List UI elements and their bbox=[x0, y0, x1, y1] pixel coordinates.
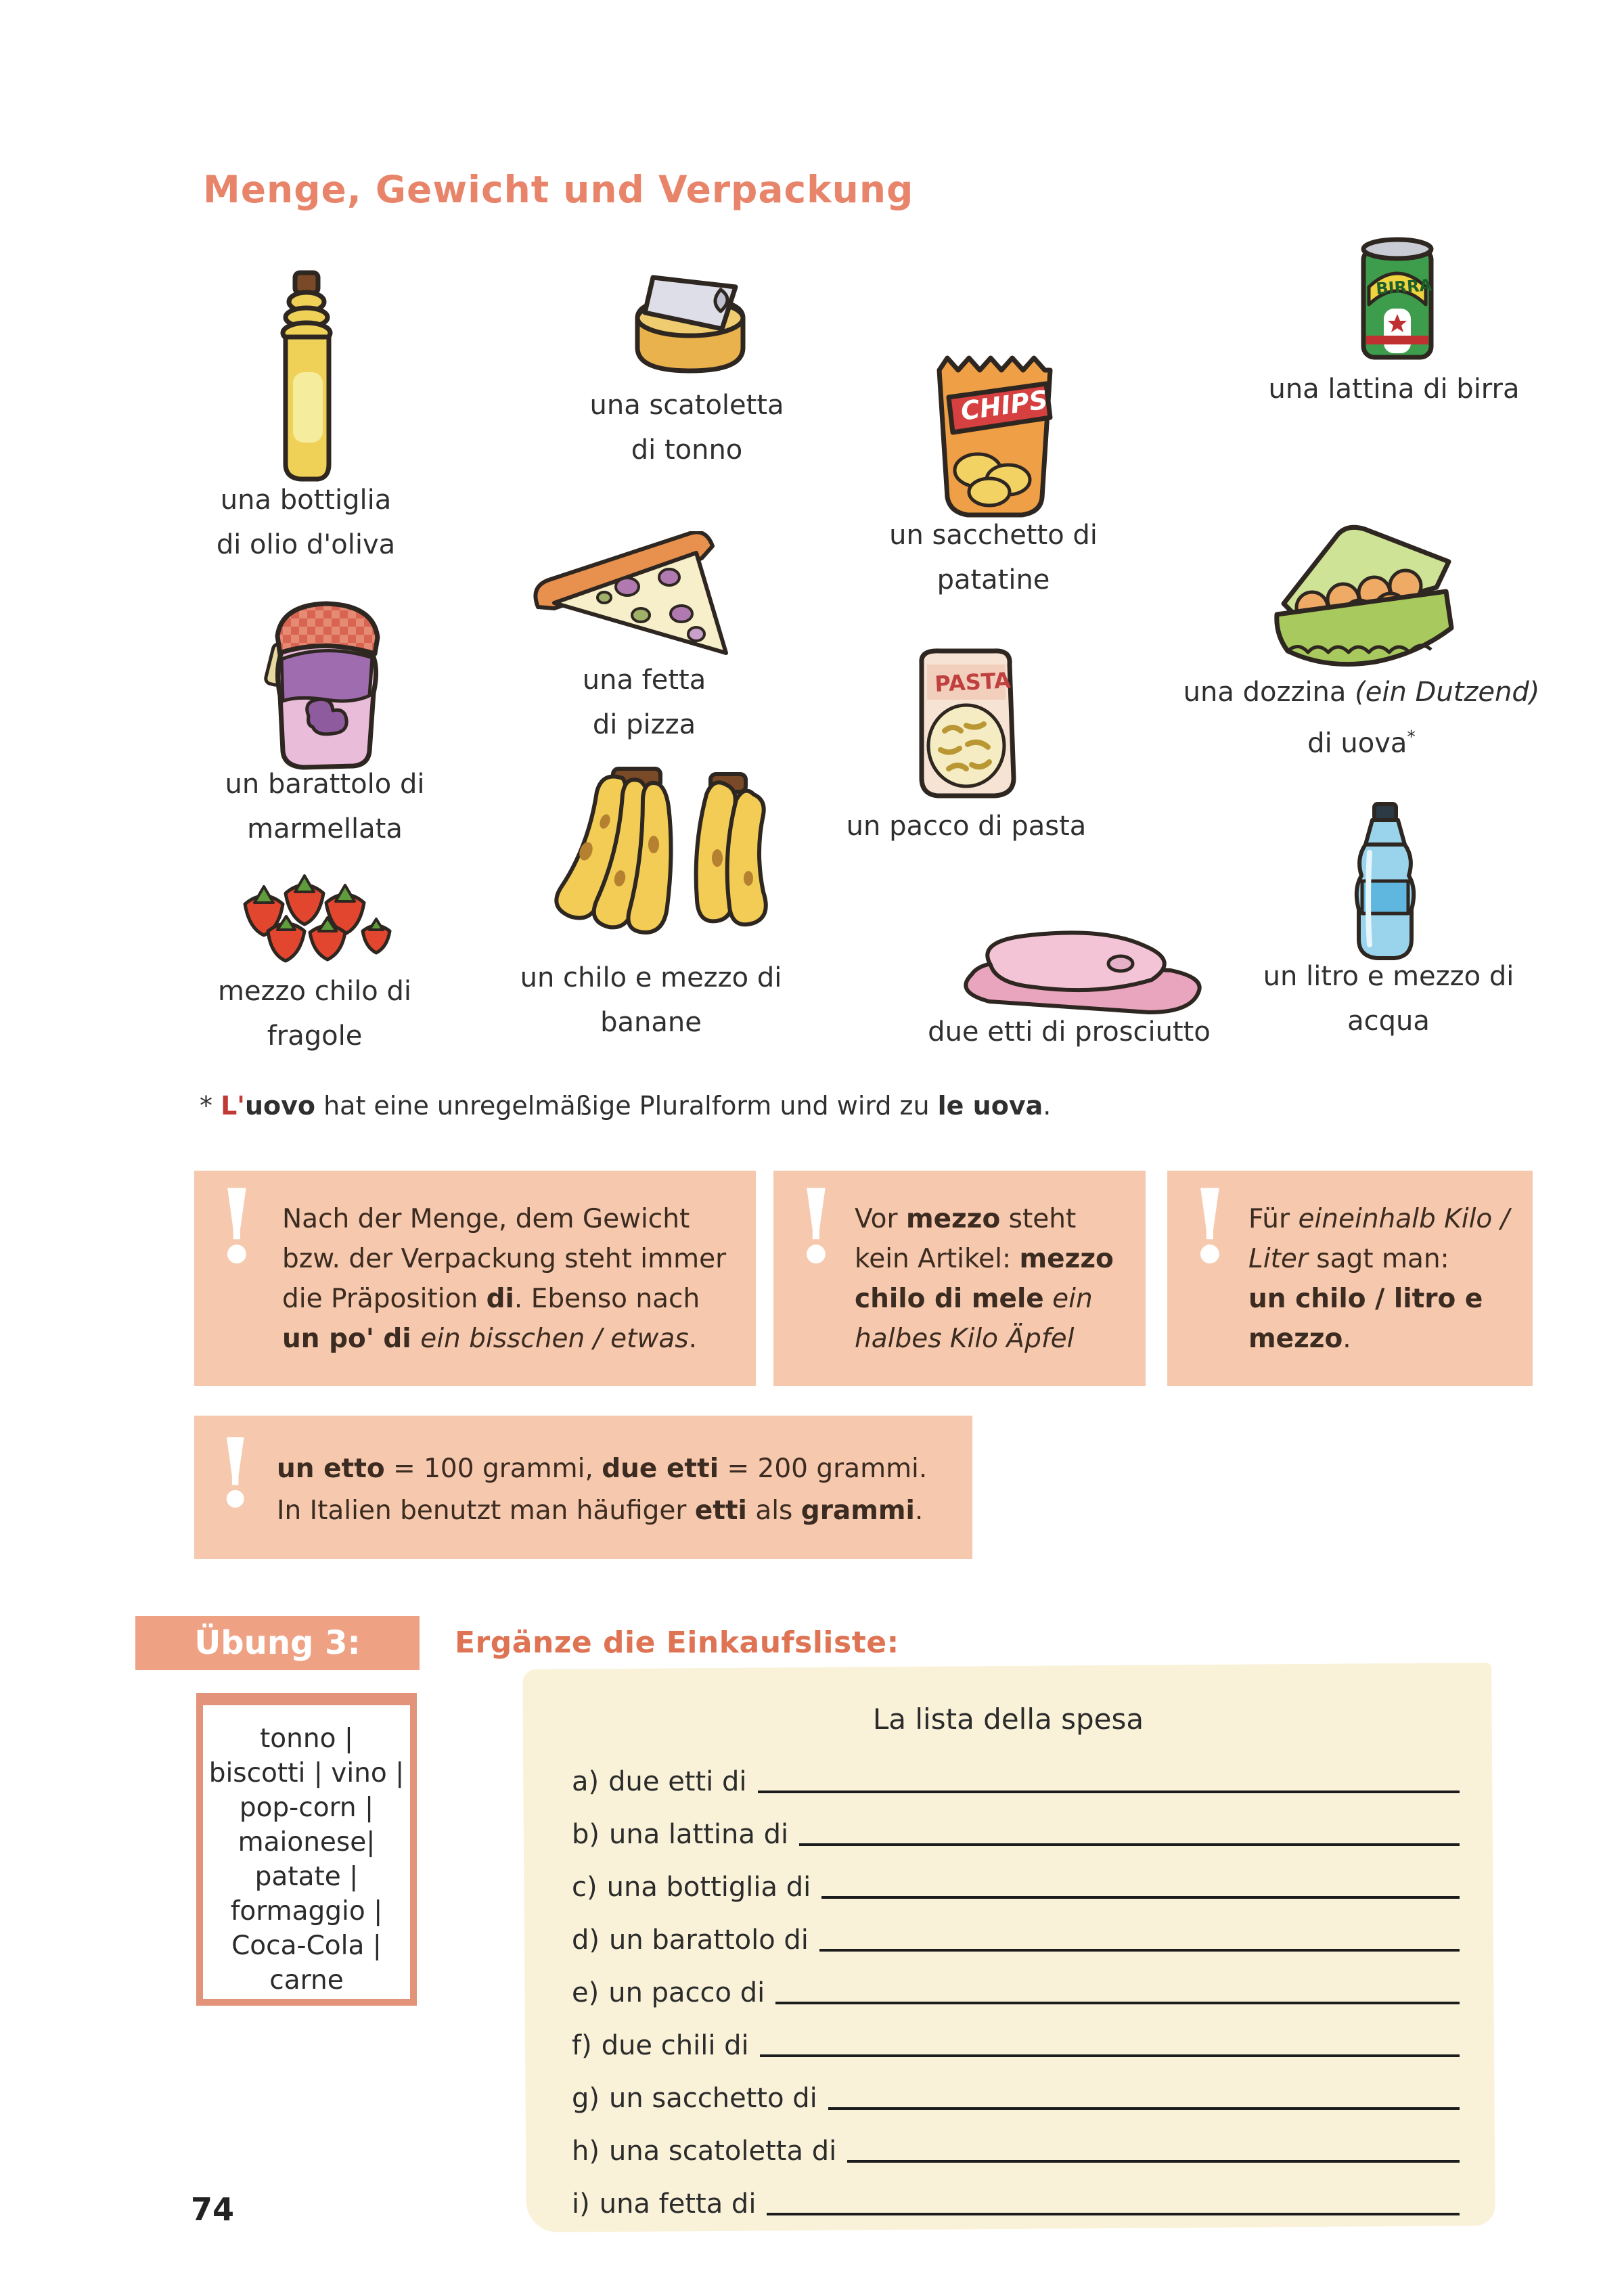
row-label: una bottiglia di bbox=[606, 1872, 811, 1903]
word-bank-line: pop-corn | bbox=[239, 1793, 374, 1823]
row-label: una lattina di bbox=[609, 1819, 789, 1850]
word-bank-line: maionese| bbox=[238, 1827, 376, 1858]
info-box-etto-rule: ! un etto = 100 grammi, due etti = 200 grammi. In Italien benutzt man häufiger etti als grammi. bbox=[194, 1416, 972, 1559]
olive-oil-bottle-illustration bbox=[256, 269, 357, 490]
fill-in-blank-line bbox=[775, 2002, 1460, 2004]
shopping-list-row bbox=[572, 1814, 1460, 1850]
vocab-caption-ham: due etti di prosciutto bbox=[928, 1016, 1211, 1048]
row-letter: f) bbox=[572, 2030, 592, 2061]
strawberries-illustration bbox=[223, 866, 413, 968]
bananas-illustration bbox=[521, 763, 785, 953]
pasta-pack-illustration bbox=[900, 643, 1032, 803]
exercise-instruction: Ergänze die Einkaufsliste: bbox=[455, 1625, 899, 1660]
vocab-caption-olive-oil: una bottiglia di olio d'oliva bbox=[216, 485, 396, 560]
row-label: un pacco di bbox=[608, 1977, 765, 2008]
row-letter: d) bbox=[572, 1924, 600, 1956]
fill-in-blank-line bbox=[828, 2107, 1460, 2110]
vocab-caption-chips: un sacchetto di patatine bbox=[889, 520, 1098, 595]
shopping-list-row bbox=[572, 1866, 1460, 1903]
chips-bag-illustration bbox=[914, 335, 1076, 529]
page-number: 74 bbox=[191, 2191, 235, 2228]
shopping-list-row bbox=[572, 1919, 1460, 1956]
footnote: * L'uovo hat eine unregelmäßige Pluralform und wird zu le uova. bbox=[200, 1091, 1052, 1121]
row-letter: c) bbox=[572, 1872, 597, 1903]
info-box-di-rule: ! Nach der Menge, dem Gewicht bzw. der Verpackung steht immer die Präposition di. Ebenso nach un po' di ein bisschen / etwas. bbox=[194, 1171, 756, 1386]
row-letter: i) bbox=[572, 2188, 590, 2220]
word-bank-line: tonno | bbox=[260, 1724, 353, 1754]
vocab-caption-pasta: un pacco di pasta bbox=[846, 811, 1087, 842]
beer-can-label-text: BIRRA bbox=[1375, 275, 1433, 298]
egg-carton-illustration bbox=[1255, 521, 1468, 685]
shopping-list-row bbox=[572, 2130, 1460, 2167]
vocab-caption-eggs: una dozzina (ein Dutzend) di uova* bbox=[1183, 677, 1540, 759]
fill-in-blank-line bbox=[799, 1843, 1460, 1846]
shopping-list-row bbox=[572, 1972, 1460, 2008]
exclamation-icon: ! bbox=[1188, 1167, 1232, 1286]
vocab-caption-beer: una lattina di birra bbox=[1268, 374, 1520, 405]
vocab-caption-jam: un barattolo di marmellata bbox=[225, 769, 425, 845]
row-label: un barattolo di bbox=[609, 1924, 809, 1956]
tuna-can-illustration bbox=[619, 269, 761, 379]
pasta-pack-label-text: PASTA bbox=[934, 667, 1012, 697]
fill-in-blank-line bbox=[821, 1896, 1460, 1899]
exclamation-icon: ! bbox=[794, 1167, 838, 1286]
fill-in-blank-line bbox=[767, 2213, 1460, 2215]
water-bottle-illustration bbox=[1347, 800, 1424, 966]
row-letter: g) bbox=[572, 2083, 600, 2114]
vocab-caption-bananas: un chilo e mezzo di banane bbox=[520, 962, 782, 1038]
info-box-mezzo-rule: ! Vor mezzo steht kein Artikel: mezzo chilo di mele ein halbes Kilo Äpfel bbox=[773, 1171, 1146, 1386]
vocab-caption-pizza: una fetta di pizza bbox=[582, 665, 706, 740]
pizza-slice-illustration bbox=[524, 531, 741, 668]
shopping-list-row bbox=[572, 1761, 1460, 1797]
row-letter: h) bbox=[572, 2136, 600, 2167]
word-bank-line: patate | bbox=[254, 1862, 359, 1892]
shopping-list-row bbox=[572, 2025, 1460, 2061]
vocab-caption-tuna: una scatoletta di tonno bbox=[589, 390, 784, 466]
word-bank-line: carne bbox=[269, 1965, 344, 1996]
shopping-list-row bbox=[572, 2077, 1460, 2114]
fill-in-blank-line bbox=[760, 2054, 1460, 2057]
vocab-caption-water: un litro e mezzo di acqua bbox=[1263, 961, 1514, 1037]
fill-in-blank-line bbox=[758, 1791, 1460, 1793]
shopping-list-title: La lista della spesa bbox=[872, 1703, 1144, 1736]
row-letter: e) bbox=[572, 1977, 600, 2008]
shopping-list-row bbox=[572, 2183, 1460, 2220]
fill-in-blank-line bbox=[819, 1949, 1460, 1952]
beer-can-illustration bbox=[1343, 229, 1451, 374]
fill-in-blank-line bbox=[847, 2160, 1460, 2163]
vocab-caption-strawberries: mezzo chilo di fragole bbox=[217, 976, 411, 1052]
exclamation-icon: ! bbox=[215, 1418, 256, 1529]
info-box-eineinhalb-rule: ! Für eineinhalb Kilo / Liter sagt man: un chilo / litro e mezzo. bbox=[1167, 1171, 1533, 1386]
exclamation-icon: ! bbox=[215, 1167, 259, 1286]
row-label: una scatoletta di bbox=[608, 2136, 837, 2167]
row-label: due chili di bbox=[601, 2030, 749, 2061]
jam-jar-illustration bbox=[250, 594, 403, 774]
row-label: due etti di bbox=[608, 1766, 747, 1797]
exercise-heading-badge: Übung 3: bbox=[135, 1616, 420, 1670]
word-bank-line: formaggio | bbox=[230, 1896, 383, 1927]
chips-bag-label-text: CHIPS bbox=[959, 384, 1050, 426]
word-bank-line: Coca-Cola | bbox=[231, 1931, 382, 1961]
word-bank bbox=[196, 1693, 417, 2006]
row-label: una fetta di bbox=[599, 2188, 757, 2220]
page-title: Menge, Gewicht und Verpackung bbox=[203, 168, 914, 211]
row-letter: b) bbox=[572, 1819, 600, 1850]
row-letter: a) bbox=[572, 1766, 600, 1797]
word-bank-line: biscotti | vino | bbox=[208, 1758, 405, 1788]
ham-slices-illustration bbox=[947, 926, 1211, 1020]
row-label: un sacchetto di bbox=[609, 2083, 817, 2114]
